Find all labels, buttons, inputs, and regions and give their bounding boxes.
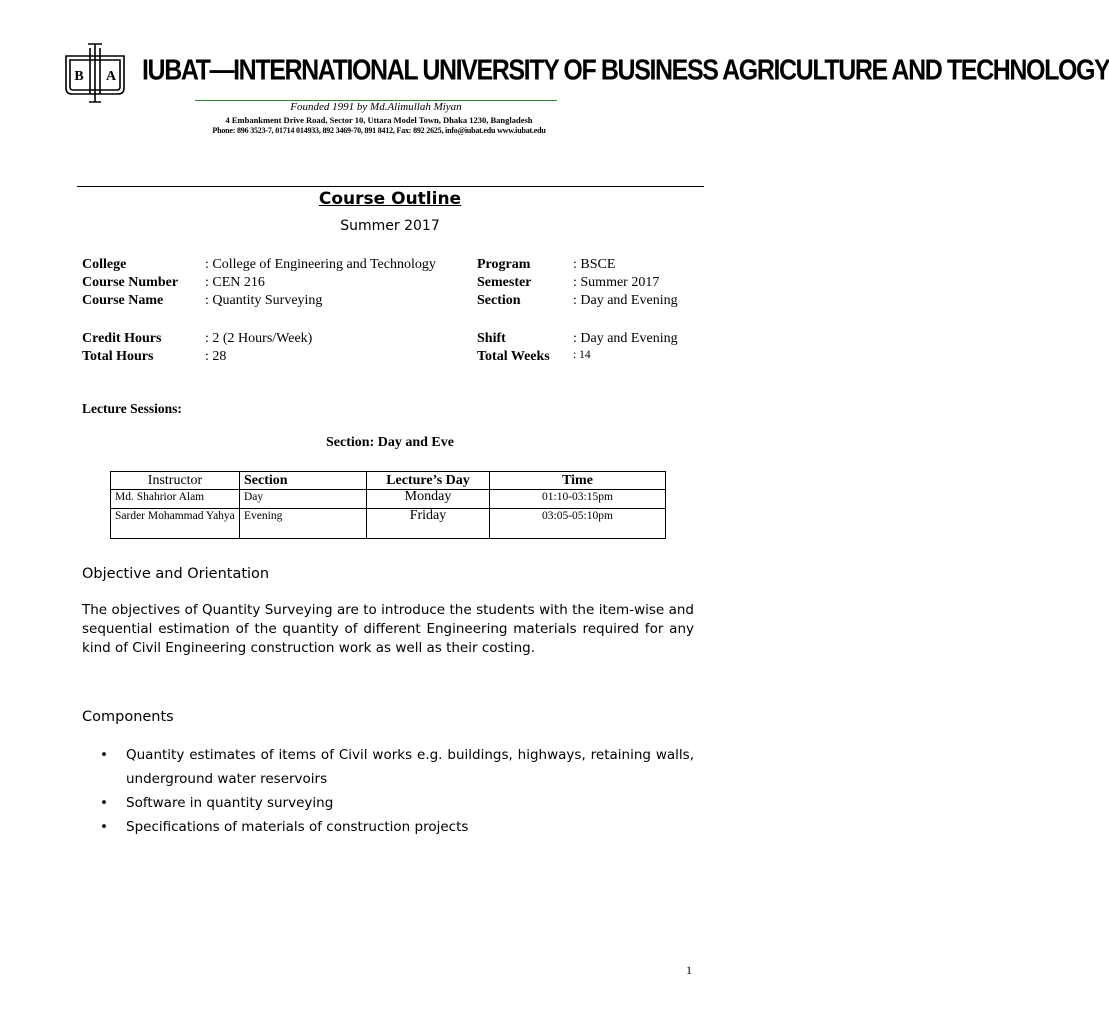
components-list [100,743,694,839]
credit-hours-value: : 2 (2 Hours/Week) [205,331,313,346]
total-hours-label: Total Hours [82,349,154,364]
section-value: : Day and Evening [573,293,678,308]
instructor-cell: Sarder Mohammad Yahya [111,509,240,539]
document-subtitle: Summer 2017 [340,218,440,234]
objective-paragraph: The objectives of Quantity Surveying are to introduce the students with the item-wise and sequential estimation of the quantity of different Engineering materials required for any kind of Civil Engineering construction work as well as their costing. [82,602,694,656]
semester-label: Semester [477,275,532,290]
total-hours-value: : 28 [205,349,227,364]
day-cell: Friday [367,509,490,539]
time-cell: 03:05-05:10pm [490,509,666,539]
column-header-lecture-day: Lecture’s Day [367,472,490,490]
bullet-icon: • [100,747,108,763]
university-logo [62,42,128,104]
column-header-time: Time [490,472,666,490]
university-name: IUBAT—INTERNATIONAL UNIVERSITY OF BUSINESS AGRICULTURE AND TECHNOLOGY [142,54,1109,87]
total-weeks-label: Total Weeks [477,349,550,364]
list-item-text: Specifications of materials of construction projects [126,819,469,835]
instructor-cell: Md. Shahrior Alam [111,490,240,509]
section-cell: Day [240,490,367,509]
table-row [111,509,666,539]
course-name-label: Course Name [82,293,164,308]
table-row [111,490,666,509]
semester-value: : Summer 2017 [573,275,660,290]
shift-label: Shift [477,331,506,346]
credit-hours-label: Credit Hours [82,331,162,346]
list-item-text: Software in quantity surveying [126,795,334,811]
table-header-row [111,472,666,490]
lecture-sessions-heading: Lecture Sessions: [82,401,182,416]
schedule-table [110,471,666,539]
section-cell: Evening [240,509,367,539]
program-label: Program [477,257,531,272]
course-number-value: : CEN 216 [205,275,265,290]
list-item-text: Quantity estimates of items of Civil works e.g. buildings, highways, retaining walls, underground water reservoirs [126,747,694,787]
components-heading: Components [82,709,174,725]
shift-value: : Day and Evening [573,331,678,346]
logo-letter-b: B [74,69,84,84]
column-header-section: Section [240,472,367,490]
bullet-icon: • [100,795,108,811]
header-divider [77,186,704,187]
college-label: College [82,257,127,272]
column-header-instructor: Instructor [111,472,240,490]
logo-letter-a: A [105,69,117,84]
contact-line: Phone: 896 3523-7, 01714 014933, 892 3469-70, 891 8412, Fax: 892 2625, info@iubat.edu www.iubat.edu [212,126,546,135]
document-title: Course Outline [318,189,462,209]
objective-heading: Objective and Orientation [82,566,270,582]
total-weeks-value: : 14 [573,349,591,361]
program-value: : BSCE [573,257,616,272]
bullet-icon: • [100,819,108,835]
college-value: : College of Engineering and Technology [205,257,436,272]
course-name-value: : Quantity Surveying [205,293,323,308]
day-cell: Monday [367,490,490,509]
founded-line: Founded 1991 by Md.Alimullah Miyan [290,101,462,113]
course-number-label: Course Number [82,275,179,290]
section-label: Section [477,293,521,308]
list-item [100,815,694,839]
page-number: 1 [686,963,692,977]
list-item [100,743,694,791]
address-line: 4 Embankment Drive Road, Sector 10, Uttara Model Town, Dhaka 1230, Bangladesh [225,115,533,125]
time-cell: 01:10-03:15pm [490,490,666,509]
list-item [100,791,694,815]
section-heading: Section: Day and Eve [326,435,454,450]
